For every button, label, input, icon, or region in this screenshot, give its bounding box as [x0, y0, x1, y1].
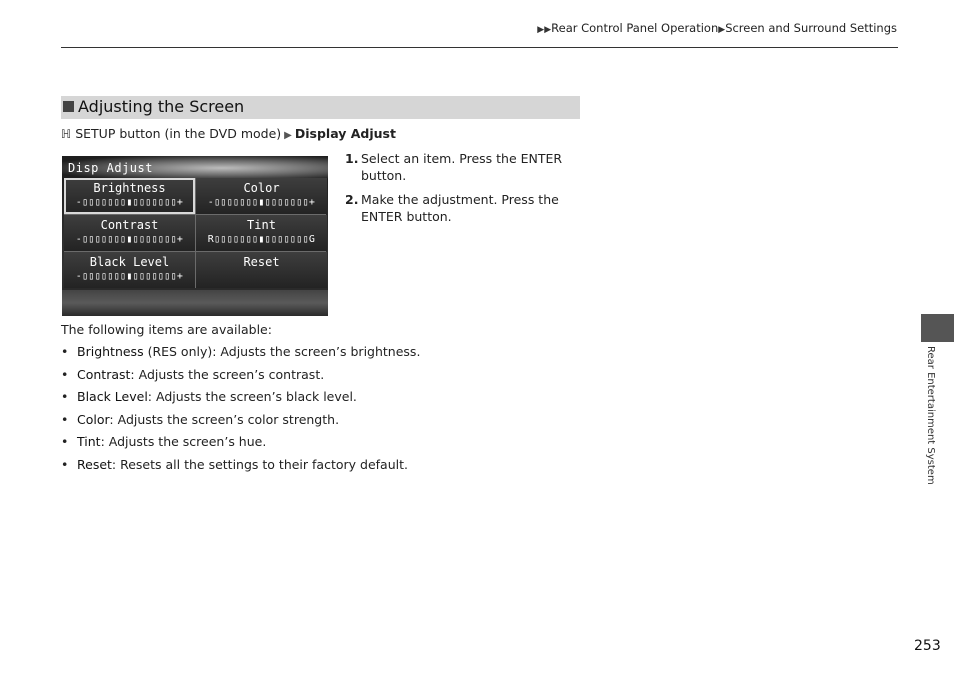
page-number: 253	[914, 638, 941, 654]
setting-reset[interactable]	[196, 252, 327, 288]
bullet-icon: •	[61, 434, 69, 449]
bullet-icon: •	[61, 366, 69, 382]
item-term: Tint	[77, 434, 101, 449]
setup-prefix: SETUP button (in the DVD mode)	[75, 126, 282, 141]
step-number: 2.	[345, 192, 359, 207]
list-item	[61, 344, 420, 367]
setting-label: Tint	[247, 218, 276, 232]
settings-grid	[64, 178, 326, 288]
setting-black-level[interactable]	[64, 252, 195, 288]
item-term: Black Level	[77, 389, 148, 404]
items-list	[61, 344, 420, 479]
setting-label: Black Level	[89, 255, 170, 269]
section-title: Adjusting the Screen	[78, 97, 245, 116]
step-text: Make the adjustment. Press the ENTER button.	[361, 192, 559, 224]
list-item	[61, 412, 420, 435]
setting-color[interactable]	[196, 178, 327, 214]
setting-label: Reset	[243, 255, 280, 269]
triangle-icon: ▶▶	[537, 25, 552, 35]
chapter-tab[interactable]	[921, 314, 954, 342]
setup-target: Display Adjust	[294, 126, 396, 141]
breadcrumb	[537, 21, 897, 35]
section-header	[61, 96, 580, 119]
display-adjust-screen	[62, 156, 328, 316]
item-term: Contrast	[77, 366, 131, 382]
item-desc: : Resets all the settings to their factory default.	[111, 456, 408, 472]
item-desc: : Adjusts the screen’s contrast.	[130, 366, 325, 382]
setting-contrast[interactable]	[64, 215, 195, 251]
setup-path	[61, 126, 396, 141]
list-item	[61, 457, 420, 480]
item-desc: : Adjusts the screen’s color strength.	[109, 411, 340, 427]
item-desc: (RES only): Adjusts the screen’s brightness.	[143, 344, 421, 359]
breadcrumb-item[interactable]: Rear Control Panel Operation	[551, 21, 719, 35]
setting-label: Brightness	[93, 181, 166, 195]
screen-background	[62, 290, 328, 316]
bullet-icon: •	[61, 344, 69, 359]
setting-scale: -▯▯▯▯▯▯▯▮▯▯▯▯▯▯▯+	[75, 234, 184, 245]
setting-scale: -▯▯▯▯▯▯▯▮▯▯▯▯▯▯▯+	[75, 197, 184, 208]
item-term: Reset	[77, 456, 112, 472]
breadcrumb-item[interactable]: Screen and Surround Settings	[725, 21, 897, 35]
item-term: Brightness	[77, 344, 144, 359]
square-icon	[63, 101, 74, 112]
setting-scale: R▯▯▯▯▯▯▯▮▯▯▯▯▯▯▯G	[207, 234, 316, 245]
setting-scale: -▯▯▯▯▯▯▯▮▯▯▯▯▯▯▯+	[207, 197, 316, 208]
header-divider	[61, 47, 898, 48]
step-text: Select an item. Press the ENTER button.	[361, 151, 563, 183]
setting-label: Color	[243, 181, 280, 195]
available-intro: The following items are available:	[61, 322, 272, 337]
home-icon: ℍ	[61, 127, 72, 141]
steps-list	[345, 150, 585, 232]
item-term: Color	[77, 411, 110, 427]
setting-scale: -▯▯▯▯▯▯▯▮▯▯▯▯▯▯▯+	[75, 271, 184, 282]
bullet-icon: •	[61, 456, 69, 472]
setting-brightness[interactable]	[64, 178, 195, 214]
item-desc: : Adjusts the screen’s black level.	[147, 389, 357, 404]
list-item	[61, 434, 420, 457]
step-number: 1.	[345, 151, 359, 166]
setting-label: Contrast	[100, 218, 159, 232]
setting-tint[interactable]	[196, 215, 327, 251]
chapter-label: Rear Entertainment System	[925, 346, 936, 485]
step-item	[345, 191, 585, 225]
screen-title: Disp Adjust	[68, 161, 153, 175]
bullet-icon: •	[61, 389, 69, 404]
bullet-icon: •	[61, 411, 69, 427]
list-item	[61, 389, 420, 412]
list-item	[61, 367, 420, 390]
item-desc: : Adjusts the screen’s hue.	[100, 434, 267, 449]
arrow-icon: ▶	[284, 130, 292, 141]
step-item	[345, 150, 585, 184]
triangle-icon: ▶	[718, 25, 726, 35]
